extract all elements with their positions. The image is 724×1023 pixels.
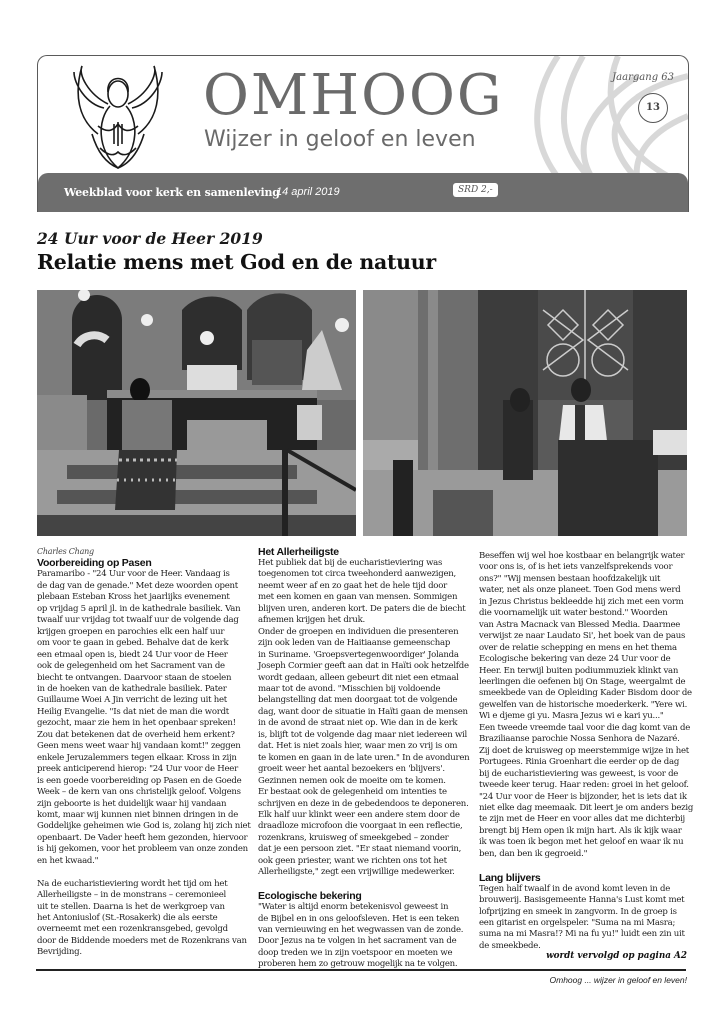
article-headline: Relatie mens met God en de natuur (37, 250, 436, 274)
text-line: de smeekbede. (479, 940, 541, 951)
text-line: schrijven en deze in de gebedendoos te deponeren. (258, 798, 469, 809)
text-line: Onder de groepen en individuen die presenteren (258, 626, 459, 637)
text-line: Guillaume Woei A Jin verricht de lezing uit het (37, 695, 227, 706)
photo-priest-confession (363, 290, 687, 536)
text-line: Er bestaat ook de gelegenheid om intenties te (258, 787, 447, 798)
text-line: en het kwaad." (37, 855, 99, 866)
text-line: Ecologische bekering van deze 24 Uur voor de (479, 654, 671, 665)
text-line: Na de eucharistieviering wordt het tijd om het (37, 878, 228, 889)
text-line: afnemen krijgen het druk. (258, 615, 366, 626)
issue-date: 14 april 2019 (276, 186, 340, 198)
text-line: op vrijdag 5 april jl. in de kathedrale basiliek. Van (37, 603, 241, 614)
masthead (37, 55, 689, 212)
text-line: in de avond de straat niet op. Wie dan in de kerk (258, 718, 458, 729)
column-1-body-2 (37, 879, 247, 959)
text-line: gezocht, maar zie hem in het openbaar spreken! (37, 718, 236, 729)
subhead-lang-blijvers: Lang blijvers (479, 871, 541, 884)
text-line: overneemt met een rozenkransgebed, gevolgd (37, 924, 228, 935)
photo-kneeling-woman-altar (37, 290, 356, 536)
text-line: dag, want door de situatie in Haïti gaan de mensen (258, 706, 468, 717)
text-line: een etmaal open is, biedt 24 Uur voor de Heer (37, 649, 228, 660)
text-line: is, blijft tot de volgende dag maar niet iedereen wil (258, 729, 467, 740)
text-line: Zou dat betekenen dat de overheid hem erkent? (37, 729, 235, 740)
text-line: Portugees. Rinia Groenhart die eerder op de dag (479, 757, 680, 768)
text-line: preek anticiperend hierop: "24 Uur voor de Heer (37, 764, 238, 775)
text-line: Bevrijding. (37, 947, 82, 958)
text-line: Een tweede vreemde taal voor die dag komt van de (479, 722, 690, 733)
text-line: zijn ook leden van de Haitiaanse gemeenschap (258, 638, 451, 649)
footer-slogan: Omhoog ... wijzer in geloof en leven! (549, 975, 687, 985)
subhead-ecologische-bekering: Ecologische bekering (258, 890, 362, 903)
text-line: openbaart. De Vader heeft hem gezonden, hiervoor (37, 832, 248, 843)
text-line: Week – de kern van ons christelijk geloof. Volgens (37, 787, 241, 798)
column-2-body-2 (258, 902, 468, 971)
text-line: ook geen priester, want we richten ons tot het (258, 855, 447, 866)
text-line: lofprijzing en smeek in zangvorm. In de groep is (479, 906, 677, 917)
text-line: neemt weer af en zo gaat het de hele tijd door (258, 580, 447, 591)
article-column-2 (258, 546, 468, 971)
text-line: ook de gelegenheid om het Sacrament van de (37, 661, 225, 672)
masthead-title: OMHOOG (203, 63, 504, 128)
text-line: te zijn met de Heer en voor alles dat me dichterbij (479, 814, 685, 825)
text-line: niet elke dag meemaak. Dit leert je om anders bezig (479, 802, 694, 813)
tagline: Weekblad voor kerk en samenleving (64, 186, 280, 199)
volume-label: Jaargang 63 (612, 72, 674, 83)
text-line: enkele Jeruzalemmers tegen elkaar. Kross in zijn (37, 752, 237, 763)
text-line: Elk half uur klinkt weer een andere stem door de (258, 809, 460, 820)
byline: Charles Chang (37, 547, 94, 556)
text-line: Braziliaanse parochie Nossa Senhora de Nazaré. (479, 734, 680, 745)
column-3-body-2 (479, 884, 689, 953)
angel-logo-icon (68, 64, 168, 172)
text-line: Heilig Evangelie. "Is dat niet de man die wordt (37, 706, 229, 717)
text-line: "24 Uur voor de Heer is bijzonder, het is iets dat ik (479, 791, 687, 802)
text-line: suma na mi Masra!? Mi na fu yu!" luidt een zin uit (479, 929, 685, 940)
subhead-allerheiligste: Het Allerheiligste (258, 546, 339, 558)
text-line: biecht te ontvangen. Daarvoor staan de stoelen (37, 672, 232, 683)
text-line: Het publiek dat bij de eucharistieviering was (258, 558, 443, 568)
text-line: te komen en gaan in de late uren." In de avonduren (258, 752, 470, 763)
text-line: gewelfen van de historische moederkerk. "Yere wi. (479, 699, 688, 710)
masthead-subtitle: Wijzer in geloof en leven (204, 127, 476, 152)
text-line: wordt gedaan, alleen gebeurt dit niet een etmaal (258, 672, 459, 683)
text-line: smeekbede van de Opleiding Kader Bisdom door de (479, 688, 692, 699)
issue-number-badge: 13 (638, 93, 668, 123)
text-line: voor ons is, of is het iets vanzelfsprekends voor (479, 562, 673, 573)
text-line: ons?" "Wij mensen bestaan hoofdzakelijk uit (479, 573, 661, 584)
text-line: groeit weer het aantal bezoekers en 'blijvers'. (258, 764, 445, 775)
text-line: leerlingen die oefenen bij On Stage, weergalmt de (479, 676, 686, 687)
text-line: belangstelling dat men doorgaat tot de volgende (258, 695, 458, 706)
column-2-body (258, 558, 468, 879)
text-line: "Water is altijd enorm betekenisvol geweest in (258, 902, 449, 913)
text-line: Allerheiligste – in de monstrans – ceremonieel (37, 890, 226, 901)
text-line: Tegen half twaalf in de avond komt leven in de (479, 883, 671, 894)
text-line: bij de eucharistieviering was geweest, is voor de (479, 768, 679, 779)
text-line: Beseffen wij wel hoe kostbaar en belangrijk water (479, 551, 685, 561)
text-line: plebaan Esteban Kross het jaarlijks evenement (37, 592, 230, 603)
text-line: blijven uren, anderen kort. De paters die de biecht (258, 603, 466, 614)
article-column-1 (37, 546, 251, 959)
text-line: is hij gekomen, voor het probleem van onze zonden (37, 844, 248, 855)
article-kicker: 24 Uur voor de Heer 2019 (37, 229, 263, 248)
text-line: verwijst ze naar Laudato Si', het boek van de paus (479, 631, 686, 642)
text-line: zijn geboorte is het duidelijk waar hij vandaan (37, 798, 227, 809)
text-line: door de Biddende moeders met de Rozenkrans van (37, 935, 247, 946)
text-line: van vernieuwing en het wegwassen van de zonde. (258, 925, 464, 936)
text-line: ik was toen ik begon met het geloof en waar ik nu (479, 837, 684, 848)
text-line: Heer. En terwijl buiten podiummuziek klinkt van (479, 665, 679, 676)
text-line: proberen hem zo getrouw mogelijk na te volgen. (258, 959, 458, 970)
text-line: Paramaribo - "24 Uur voor de Heer. Vandaag is (37, 569, 230, 580)
text-line: dat. Het is niet zoals hier, waar men zo vrij is om (258, 741, 458, 752)
text-line: in Jezus Christus bekleedde hij zich met een vorm (479, 596, 684, 607)
text-line: de Bijbel en in ons geloofsleven. Het is een teken (258, 913, 460, 924)
text-line: Wi e djeme gi yu. Masra Jezus wi e kari yu..." (479, 711, 664, 722)
text-line: Door Jezus na te volgen in het sacrament van de (258, 936, 457, 947)
text-line: uit te stellen. Daarna is het de werkgroep van (37, 901, 225, 912)
text-line: die voornamelijk uit water bestond." Woorden (479, 608, 668, 619)
text-line: brengt bij Hem open ik mijn hart. Als ik kijk waar (479, 825, 682, 836)
text-line: Geen mens weet waar hij vandaan komt!" zeggen (37, 741, 241, 752)
footer-rule (36, 969, 686, 971)
text-line: komt, maar wij kunnen niet binnen dringen in de (37, 809, 239, 820)
text-line: rozenkrans, kruisweg of smeekgebed – zonder (258, 832, 449, 843)
text-line: tweede keer terug. Haar reden: groei in het geloof. (479, 780, 689, 791)
text-line: maar tot de avond. "Misschien bij voldoende (258, 683, 441, 694)
text-line: met een komen en gaan van mensen. Sommigen (258, 592, 458, 603)
article-column-3 (479, 551, 694, 952)
text-line: Joseph Cormier geeft aan dat in Haïti ook hetzelfde (258, 661, 469, 672)
text-line: krijgen groepen en parochies elk een half uur (37, 626, 225, 637)
column-1-body (37, 569, 251, 867)
text-line: over de relatie schepping en mens en het thema (479, 642, 677, 653)
text-line: doop treden we in zijn voetspoor en moeten we (258, 947, 453, 958)
text-line: brouwerij. Basisgemeente Hanna's Lust komt met (479, 895, 685, 906)
text-line: een gitarist en orgelspeler. "Suma na mi Masra; (479, 918, 676, 929)
text-line: in Suriname. 'Groepsvertegenwoordiger' Jolanda (258, 649, 459, 660)
text-line: Allerheiligste," zegt een vrijwillige medewerker. (258, 867, 455, 878)
text-line: dat je een persoon ziet. "Er staat niemand voorin, (258, 844, 462, 855)
text-line: Gezinnen nemen ook de moeite om te komen. (258, 775, 446, 786)
text-line: de dag van de genade." Met deze woorden opent (37, 580, 238, 591)
text-line: om voor te gaan in gebed. Behalve dat de kerk (37, 638, 229, 649)
masthead-band (38, 173, 688, 212)
text-line: twaalf uur vrijdag tot twaalf uur de volgende dag (37, 615, 239, 626)
column-3-body (479, 551, 694, 860)
text-line: Zij doet de kruisweg op meerstemmige wijze in het (479, 745, 689, 756)
text-line: draadloze microfoon die voorgaat in een reflectie, (258, 821, 463, 832)
subhead-voorbereiding: Voorbereiding op Pasen (37, 557, 152, 570)
continued-notice[interactable]: wordt vervolgd op pagina A2 (546, 951, 687, 961)
text-line: toegenomen tot circa tweehonderd aanwezigen, (258, 569, 457, 580)
text-line: van Astra Macnack van Blessed Media. Daarmee (479, 619, 681, 630)
text-line: ben, dan ben ik gegroeid." (479, 848, 588, 859)
text-line: het Antoniuslof (St.-Rosakerk) die als eerste (37, 913, 218, 924)
price-badge: SRD 2,- (453, 183, 498, 197)
text-line: is een goede voorbereiding op Pasen en de Goede (37, 775, 242, 786)
text-line: Goddelijke geheimen wie God is, zolang hij zich niet (37, 821, 251, 832)
text-line: water, net als onze planeet. Toen God mens werd (479, 585, 681, 596)
text-line: in de hoeken van de kathedrale basiliek. Pater (37, 683, 227, 694)
